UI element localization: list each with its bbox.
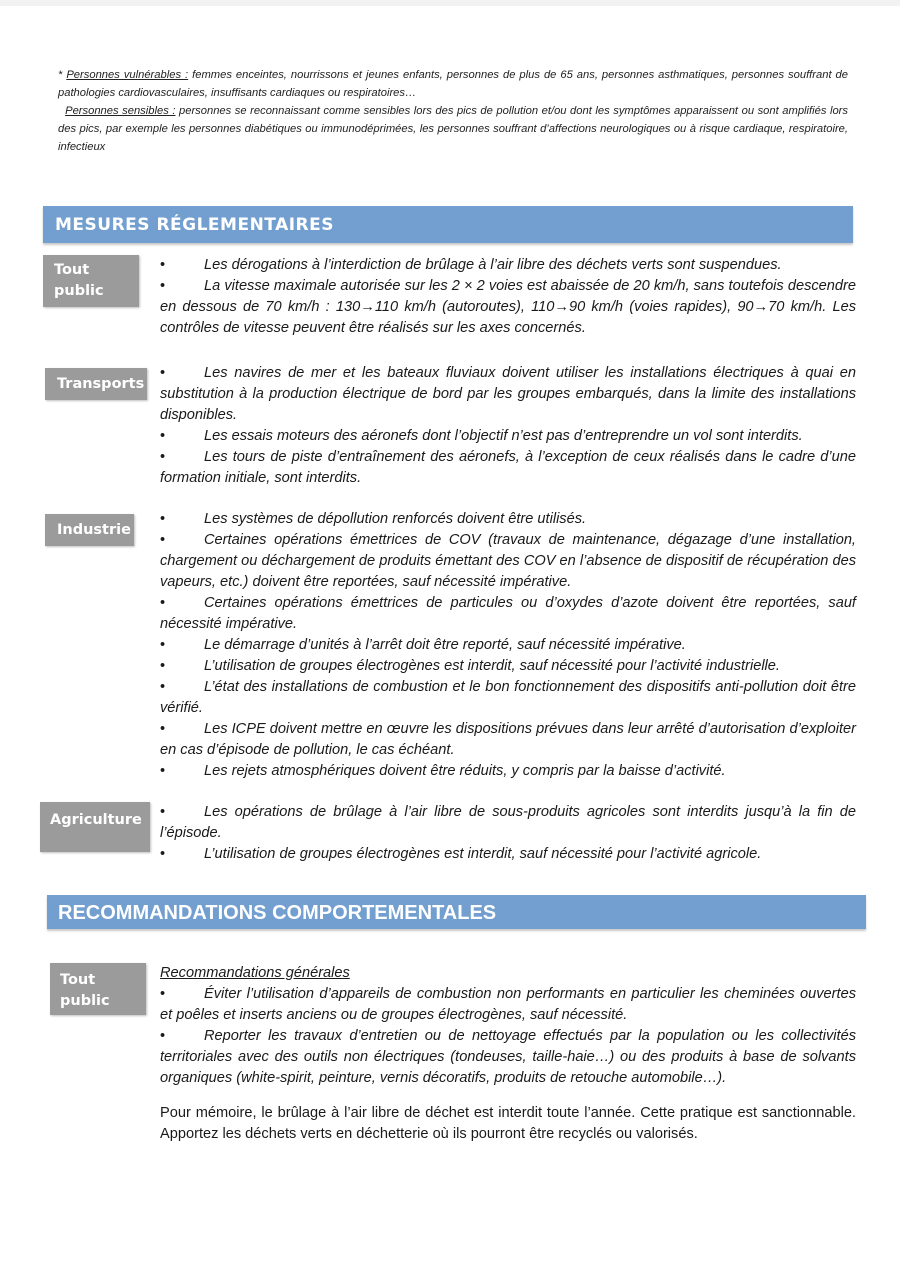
list-agriculture [160,802,856,865]
list-item-text: La vitesse maximale autorisée sur les 2 × 2 voies est abaissée de 20 km/h, sans toutefois descendre en dessous de 70 km/h : 130→110 km/h (autoroutes), 110→90 km/h (voies rapides), 90→70 km/h. Les contrôles de vitesse peuvent être réalisés sur les axes concernés. [160,278,856,336]
list-item-text: Reporter les travaux d’entretien ou de nettoyage effectués par la population ou les collectivités territoriales avec des outils non électriques (tondeuses, taille-haie…) ou des produits à base de solvants organiques (white-spirit, peinture, vernis décoratifs, produits de retouche automobile…). [160,1028,856,1086]
bullet-icon: • [160,278,166,294]
footnote [58,66,848,156]
memo-text: Pour mémoire, le brûlage à l’air libre de déchet est interdit toute l’année. Cette pratique est sanctionnable. Apportez les déchets verts en déchetterie où ils pourront être recyclés ou valorisés. [160,1105,856,1142]
list-tout-public [160,255,856,339]
sensitive-label: Personnes sensibles : [65,105,176,117]
label-tout-public-reco: Tout public [50,963,146,1015]
list-item-text: Les rejets atmosphériques doivent être réduits, y compris par la baisse d’activité. [204,763,726,779]
footnote-sensitive [58,102,848,156]
label-tout-public: Tout public [43,255,139,307]
list-item-text: L’utilisation de groupes électrogènes est interdit, sauf nécessité pour l’activité agricole. [204,846,762,862]
list-item-text: Certaines opérations émettrices de particules ou d’oxydes d’azote doivent être reportées, sauf nécessité impérative. [160,595,856,632]
list-item [160,802,856,844]
list-item-text: Les opérations de brûlage à l’air libre de sous-produits agricoles sont interdits jusqu’à la fin de l’épisode. [160,804,856,841]
bullet-icon: • [160,763,166,779]
list-item-text: L’état des installations de combustion et le bon fonctionnement des dispositifs anti-pollution doit être vérifié. [160,679,856,716]
footnote-vulnerable: * Personnes vulnérables : femmes enceintes, nourrissons et jeunes enfants, personnes de plus de 65 ans, personnes asthmatiques, personnes souffrant de pathologies cardiovasculaires, insuffisants cardiaques ou respiratoires… [58,69,848,99]
bullet-icon: • [160,804,166,820]
list-item [160,363,856,426]
list-item [160,719,856,761]
section-industrie [43,509,856,782]
list-item-text: Les navires de mer et les bateaux fluviaux doivent utiliser les installations électriques à quai en substitution à la production électrique de bord par les groupes embarqués, dans la limite des installations disponibles. [160,365,856,423]
list-item-text: Les tours de piste d’entraînement des aéronefs, à l’exception de ceux réalisés dans le cadre d’une formation initiale, sont interdits. [160,449,856,486]
list-transports [160,363,856,489]
vulnerable-text: femmes enceintes, nourrissons et jeunes enfants, personnes de plus de 65 ans, personnes asthmatiques, personnes souffrant de pathologies cardiovasculaires, insuffisants cardiaques ou respiratoires… [58,69,848,99]
bullet-icon: • [160,257,166,273]
bullet-icon: • [160,449,166,465]
list-item [160,276,856,339]
list-item-text: Les essais moteurs des aéronefs dont l’objectif n’est pas d’entreprendre un vol sont interdits. [204,428,803,444]
list-item [160,255,856,276]
list-item [160,509,856,530]
list-item-text: L’utilisation de groupes électrogènes est interdit, sauf nécessité pour l’activité industrielle. [204,658,780,674]
list-item-text: Les dérogations à l’interdiction de brûlage à l’air libre des déchets verts sont suspendues. [204,257,782,273]
list-item [160,1026,856,1089]
vulnerable-label: Personnes vulnérables : [66,69,189,81]
recommandations-block [160,963,856,1145]
list-item [160,761,856,782]
bullet-icon: • [160,721,166,737]
bullet-icon: • [160,365,166,381]
bullet-icon: • [160,532,166,548]
list-industrie [160,509,856,782]
section-header-recommandations: RECOMMANDATIONS COMPORTEMENTALES [47,895,866,929]
list-item-text: Certaines opérations émettrices de COV (travaux de maintenance, dégazage d’une installation, chargement ou déchargement de produits émettant des COV en l’absence de dispositif de récupération des vapeurs, etc.) doivent être reportées, sauf nécessité impérative. [160,532,856,590]
bullet-icon: • [160,1028,166,1044]
section-header-mesures: MESURES RÉGLEMENTAIRES [43,206,853,243]
bullet-icon: • [160,679,166,695]
bullet-icon: • [160,428,166,444]
list-item [160,593,856,635]
list-item-text: Le démarrage d’unités à l’arrêt doit être reporté, sauf nécessité impérative. [204,637,686,653]
list-item [160,844,856,865]
section-recommandations [43,963,856,1145]
section-tout-public [43,255,856,339]
list-item-text: Éviter l’utilisation d’appareils de combustion non performants en particulier les cheminées ouvertes et poêles et inserts anciens ou de groupes électrogènes, sauf nécessité. [160,986,856,1023]
bullet-icon: • [160,658,166,674]
label-agriculture: Agriculture [40,802,150,852]
reco-subtitle: Recommandations générales [160,965,350,981]
sensitive-text: personnes se reconnaissant comme sensibles lors des pics de pollution et/ou dont les symptômes apparaissent ou sont amplifiés lors des pics, par exemple les personnes diabétiques ou immunodéprimées, les personnes souffrant d’affections neurologiques ou à risque cardiaque, respiratoire, infectieux [58,105,849,153]
list-item-text: Les ICPE doivent mettre en œuvre les dispositions prévues dans leur arrêté d’autorisation d’exploiter en cas d’épisode de pollution, le cas échéant. [160,721,856,758]
bullet-icon: • [160,637,166,653]
list-item [160,447,856,489]
bullet-icon: • [160,846,166,862]
section-transports [43,363,856,489]
list-item [160,677,856,719]
label-transports: Transports [45,368,147,400]
list-item [160,426,856,447]
bullet-icon: • [160,986,166,1002]
list-recommandations [160,984,856,1089]
bullet-icon: • [160,511,166,527]
document-page [0,6,900,1175]
list-item [160,530,856,593]
section-agriculture [43,802,856,865]
list-item-text: Les systèmes de dépollution renforcés doivent être utilisés. [204,511,587,527]
list-item [160,984,856,1026]
bullet-icon: • [160,595,166,611]
label-industrie: Industrie [45,514,134,546]
list-item [160,635,856,656]
list-item [160,656,856,677]
